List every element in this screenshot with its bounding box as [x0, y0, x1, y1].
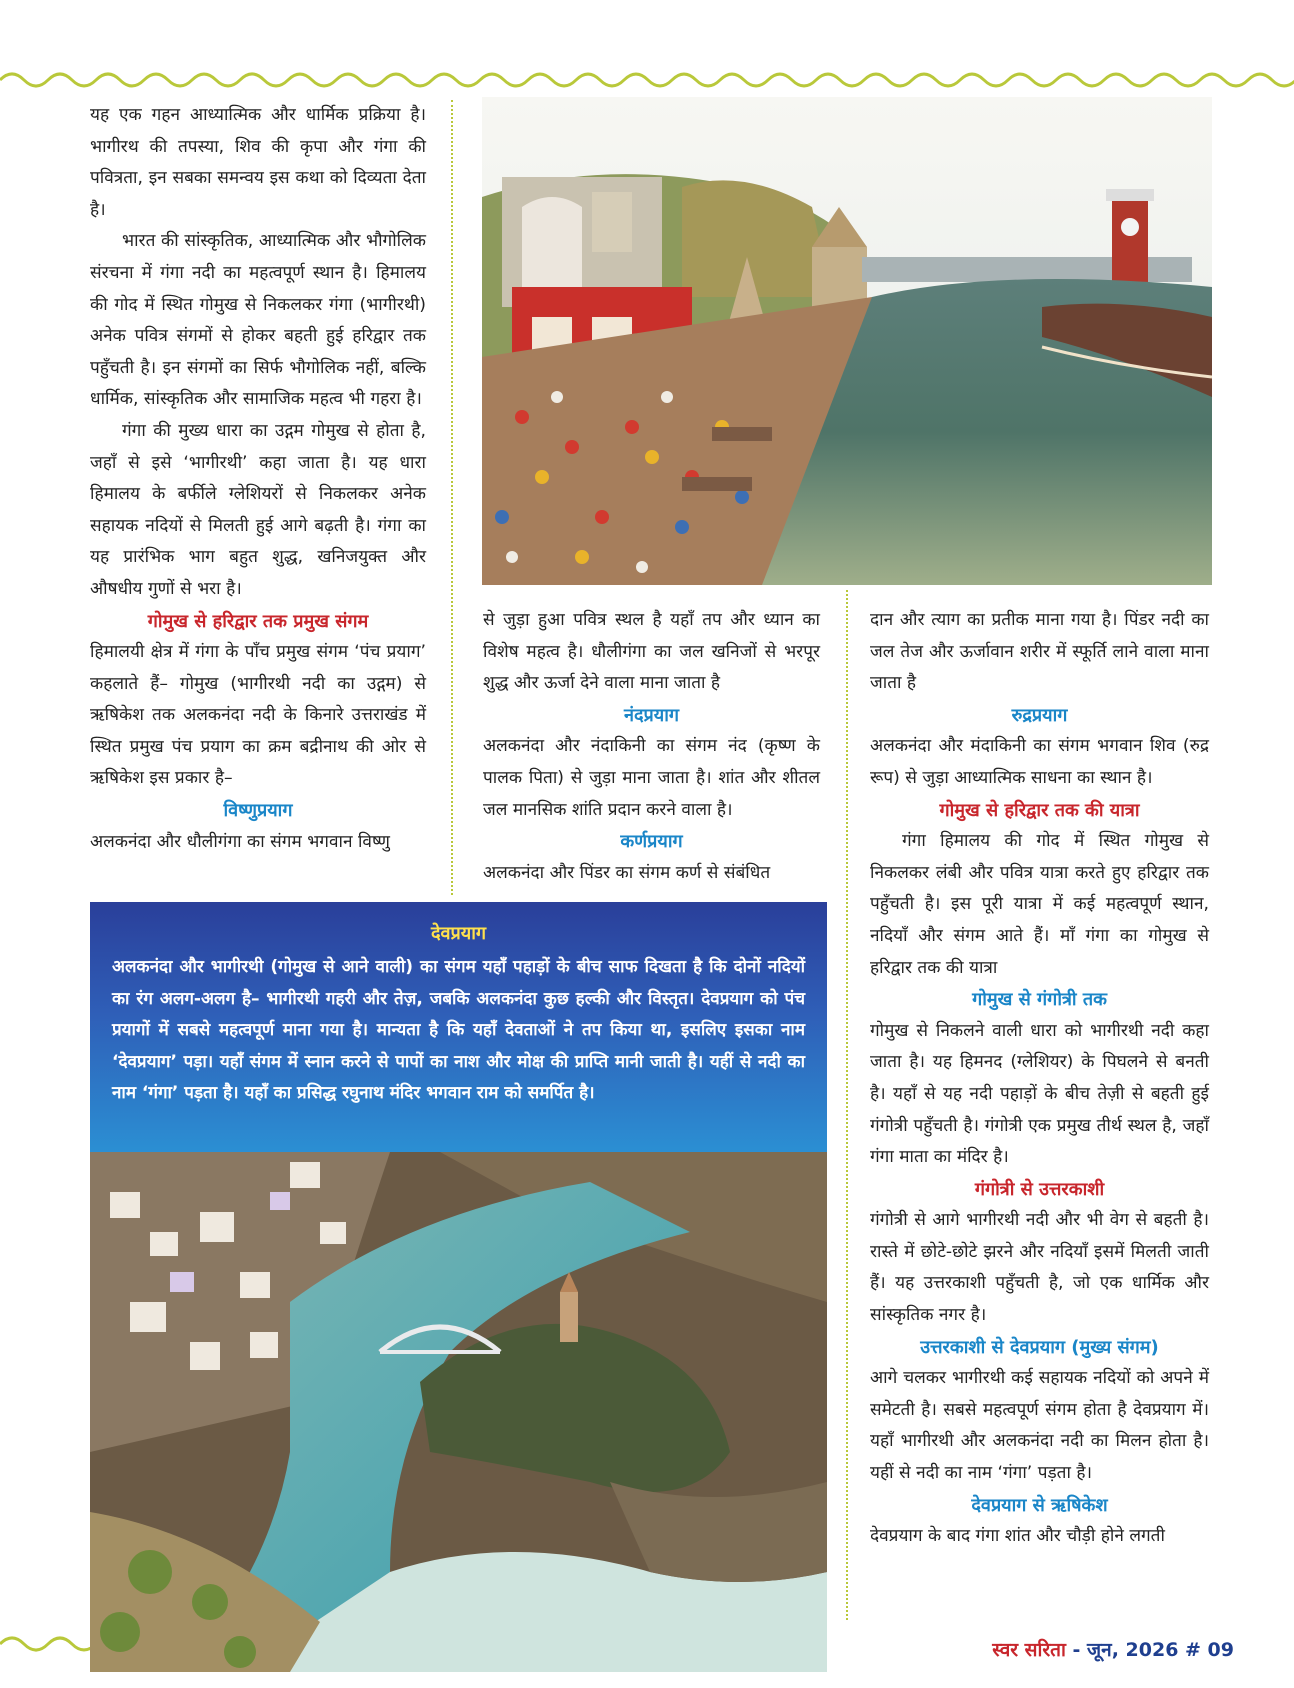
box-title: देवप्रयाग: [430, 923, 487, 944]
section-heading: गोमुख से हरिद्वार तक की यात्रा: [939, 799, 1140, 821]
paragraph: अलकनंदा और नंदाकिनी का संगम नंद (कृष्ण के पालक पिता) से जुड़ा माना जाता है। शांत और शीतल जल मानसिक शांति प्रदान करने वाला है।: [483, 736, 820, 820]
paragraph: हिमालयी क्षेत्र में गंगा के पाँच प्रमुख संगम ‘पंच प्रयाग’ कहलाते हैं– गोमुख (भागीरथी नदी का उद्गम) से ऋषिकेश तक अलकनंदा नदी के किनारे उत्तराखंड में स्थित प्रमुख पंच प्रयाग का क्रम बद्रीनाथ की ओर से ऋषिकेश इस प्रकार है–: [90, 642, 426, 789]
paragraph: देवप्रयाग के बाद गंगा शांत और चौड़ी होने लगती: [870, 1526, 1165, 1547]
magazine-name: स्वर सरिता: [992, 1639, 1066, 1661]
section-heading: गोमुख से गंगोत्री तक: [972, 989, 1107, 1011]
section-heading: विष्णुप्रयाग: [223, 800, 293, 822]
section-heading: कर्णप्रयाग: [620, 831, 683, 853]
text-column-2: [483, 605, 820, 889]
issue-info: - जून, 2026 # 09: [1065, 1639, 1234, 1661]
text-column-1: [90, 100, 426, 858]
paragraph: गंगा की मुख्य धारा का उद्गम गोमुख से होता है, जहाँ से इसे ‘भागीरथी’ कहा जाता है। यह धारा हिमालय के बर्फीले ग्लेशियरों से निकलकर अनेक सहायक नदियों से मिलती हुई आगे बढ़ती है। गंगा का यह प्रारंभिक भाग बहुत शुद्ध, खनिजयुक्त और औषधीय गुणों से भरा है।: [90, 420, 426, 599]
paragraph: अलकनंदा और पिंडर का संगम कर्ण से संबंधित: [483, 862, 771, 883]
section-heading: उत्तरकाशी से देवप्रयाग (मुख्य संगम): [920, 1336, 1159, 1358]
section-heading: रुद्रप्रयाग: [1011, 704, 1068, 726]
box-text: अलकनंदा और भागीरथी (गोमुख से आने वाली) का संगम यहाँ पहाड़ों के बीच साफ दिखता है कि दोनों नदियों का रंग अलग-अलग है– भागीरथी गहरी और तेज़, जबकि अलकनंदा कुछ हल्की और विस्तृत। देवप्रयाग को पंच प्रयागों में सबसे महत्वपूर्ण माना गया है। मान्यता है कि यहाँ देवताओं ने तप किया था, इसलिए इसका नाम ‘देवप्रयाग’ पड़ा। यहाँ संगम में स्नान करने से पापों का नाश और मोक्ष की प्राप्ति मानी जाती है। यहीं से नदी का नाम ‘गंगा’ पड़ता है। यहाँ का प्रसिद्ध रघुनाथ मंदिर भगवान राम को समर्पित है।: [112, 957, 805, 1103]
paragraph: गंगोत्री से आगे भागीरथी नदी और भी वेग से बहती है। रास्ते में छोटे-छोटे झरने और नदियाँ इसमें मिलती जाती हैं। यह उत्तरकाशी पहुँचती है, जो एक धार्मिक और सांस्कृतिक नगर है।: [870, 1210, 1209, 1326]
column-divider: [451, 100, 453, 895]
section-heading: देवप्रयाग से ऋषिकेश: [971, 1494, 1108, 1516]
column-divider: [846, 590, 848, 1620]
paragraph: यह एक गहन आध्यात्मिक और धार्मिक प्रक्रिया है। भागीरथ की तपस्या, शिव की कृपा और गंगा की पवित्रता, इन सबका समन्वय इस कथा को दिव्यता देता है।: [90, 105, 426, 220]
devprayag-confluence-photo: [90, 1152, 827, 1672]
page-footer: [992, 1636, 1234, 1662]
section-heading: गोमुख से हरिद्वार तक प्रमुख संगम: [147, 610, 369, 632]
paragraph: गोमुख से निकलने वाली धारा को भागीरथी नदी कहा जाता है। यह हिमनद (ग्लेशियर) के पिघलने से बनती है। यहाँ से यह नदी पहाड़ों के बीच तेज़ी से बहती हुई गंगोत्री पहुँचती है। गंगोत्री एक प्रमुख तीर्थ स्थल है, जहाँ गंगा माता का मंदिर है।: [870, 1020, 1209, 1168]
text-column-3: [870, 605, 1209, 1553]
paragraph: भारत की सांस्कृतिक, आध्यात्मिक और भौगोलिक संरचना में गंगा नदी का महत्वपूर्ण स्थान है। हिमालय की गोद में स्थित गोमुख से निकलकर गंगा (भागीरथी) अनेक पवित्र संगमों से होकर बहती हुई हरिद्वार तक पहुँचती है। इन संगमों का सिर्फ भौगोलिक नहीं, बल्कि धार्मिक, सांस्कृतिक और सामाजिक महत्व भी गहरा है।: [90, 231, 426, 410]
paragraph: से जुड़ा हुआ पवित्र स्थल है यहाँ तप और ध्यान का विशेष महत्व है। धौलीगंगा का जल खनिजों से भरपूर शुद्ध और ऊर्जा देने वाला माना जाता है: [483, 610, 820, 694]
haridwar-ghat-photo: [482, 97, 1212, 585]
devprayag-info-box: [90, 902, 827, 1152]
top-wave-border: [0, 68, 1294, 90]
section-heading: नंदप्रयाग: [623, 704, 680, 726]
paragraph: अलकनंदा और धौलीगंगा का संगम भगवान विष्णु: [90, 831, 390, 852]
paragraph: अलकनंदा और मंदाकिनी का संगम भगवान शिव (रुद्र रूप) से जुड़ा आध्यात्मिक साधना का स्थान है।: [870, 736, 1209, 788]
paragraph: गंगा हिमालय की गोद में स्थित गोमुख से निकलकर लंबी और पवित्र यात्रा करते हुए हरिद्वार तक पहुँचती है। इस पूरी यात्रा में कई महत्वपूर्ण स्थान, नदियाँ और संगम आते हैं। माँ गंगा का गोमुख से हरिद्वार तक की यात्रा: [870, 831, 1209, 978]
paragraph: दान और त्याग का प्रतीक माना गया है। पिंडर नदी का जल तेज और ऊर्जावान शरीर में स्फूर्ति लाने वाला माना जाता है: [870, 610, 1209, 694]
paragraph: आगे चलकर भागीरथी कई सहायक नदियों को अपने में समेटती है। सबसे महत्वपूर्ण संगम होता है देवप्रयाग में। यहाँ भागीरथी और अलकनंदा नदी का मिलन होता है। यहीं से नदी का नाम ‘गंगा’ पड़ता है।: [870, 1368, 1209, 1484]
section-heading: गंगोत्री से उत्तरकाशी: [974, 1178, 1105, 1200]
